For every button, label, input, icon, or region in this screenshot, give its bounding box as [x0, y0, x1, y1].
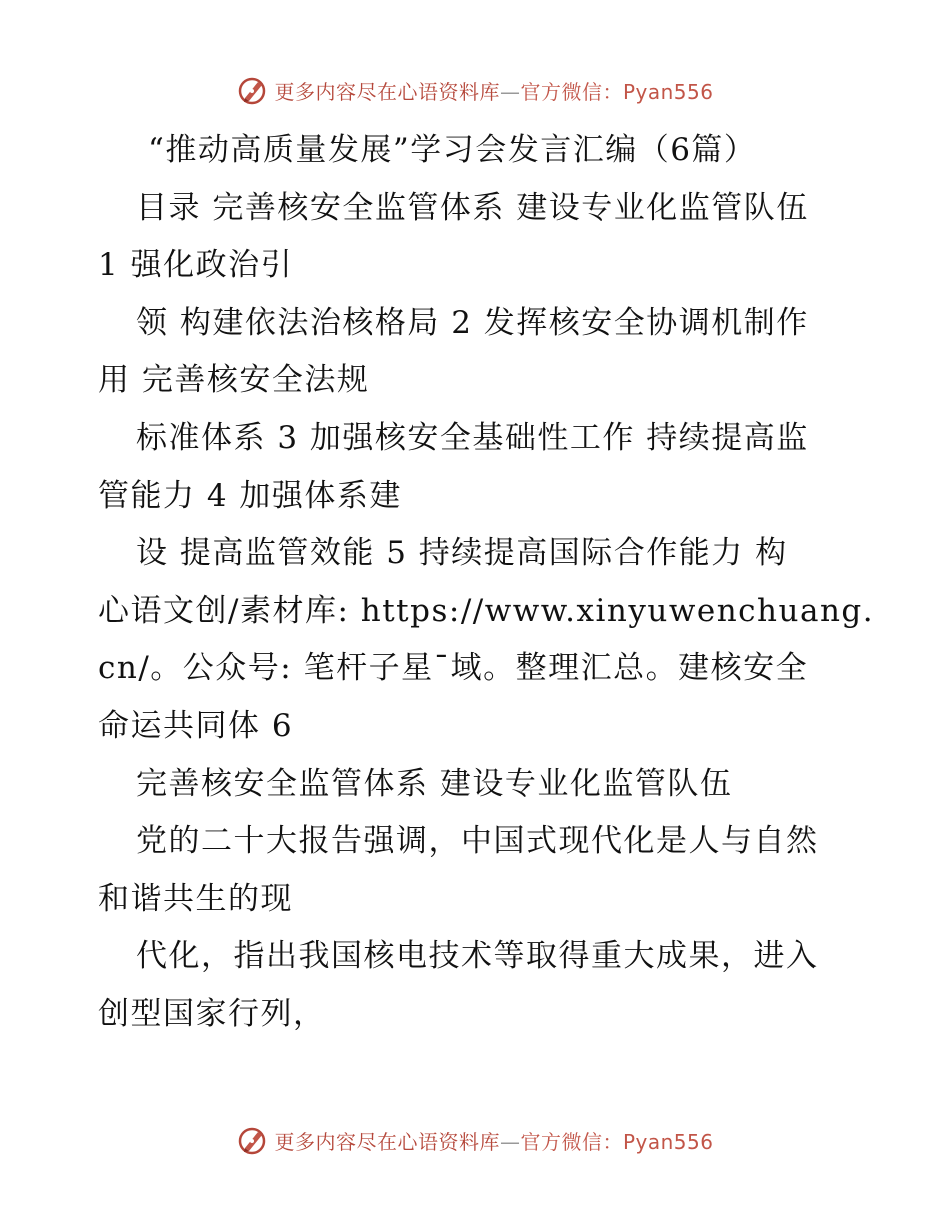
text-line: 领 构建依法治核格局 2 发挥核安全协调机制作: [136, 304, 809, 341]
text-line: 目录 完善核安全监管体系 建设专业化监管队伍: [136, 189, 809, 226]
text-line: 党的二十大报告强调，中国式现代化是人与自然: [136, 823, 819, 860]
pen-logo-icon: [236, 1124, 268, 1156]
document-body: [98, 122, 875, 1044]
header-watermark-inner: [236, 74, 713, 106]
pen-logo-icon: [236, 74, 268, 106]
text-line: 创型国家行列，: [98, 995, 326, 1032]
watermark-separator: —: [499, 1129, 521, 1154]
watermark-brand: 更多内容尽在心语资料库: [274, 79, 500, 104]
document-title: “推动高质量发展”学习会发言汇编（6篇）: [148, 132, 757, 168]
watermark-contact: 官方微信：Pyan556: [520, 79, 714, 104]
text-line: 1 强化政治引: [98, 247, 294, 284]
text-line: 和谐共生的现: [98, 880, 293, 917]
text-line: cn/。公众号: 笔杆子星¯域。整理汇总。建核安全: [98, 650, 809, 687]
text-line: 用 完善核安全法规: [98, 362, 370, 399]
footer-watermark-inner: [236, 1124, 713, 1156]
text-line: 代化，指出我国核电技术等取得重大成果，进入: [136, 938, 819, 975]
watermark-contact: 官方微信：Pyan556: [520, 1129, 714, 1154]
section-heading: 完善核安全监管体系 建设专业化监管队伍: [136, 765, 733, 802]
watermark-brand: 更多内容尽在心语资料库: [274, 1129, 500, 1154]
text-line: 命运共同体 6: [98, 707, 294, 744]
footer-watermark-text: [274, 1126, 713, 1155]
text-line: 标准体系 3 加强核安全基础性工作 持续提高监: [136, 419, 809, 456]
watermark-separator: —: [499, 79, 521, 104]
text-line: 心语文创/素材库: https://www.xinyuwenchuang.: [98, 592, 875, 629]
header-watermark: [0, 70, 950, 110]
text-line: 设 提高监管效能 5 持续提高国际合作能力 构: [136, 535, 788, 572]
header-watermark-text: [274, 76, 713, 105]
text-line: 管能力 4 加强体系建: [98, 477, 402, 514]
footer-watermark: [0, 1120, 950, 1160]
